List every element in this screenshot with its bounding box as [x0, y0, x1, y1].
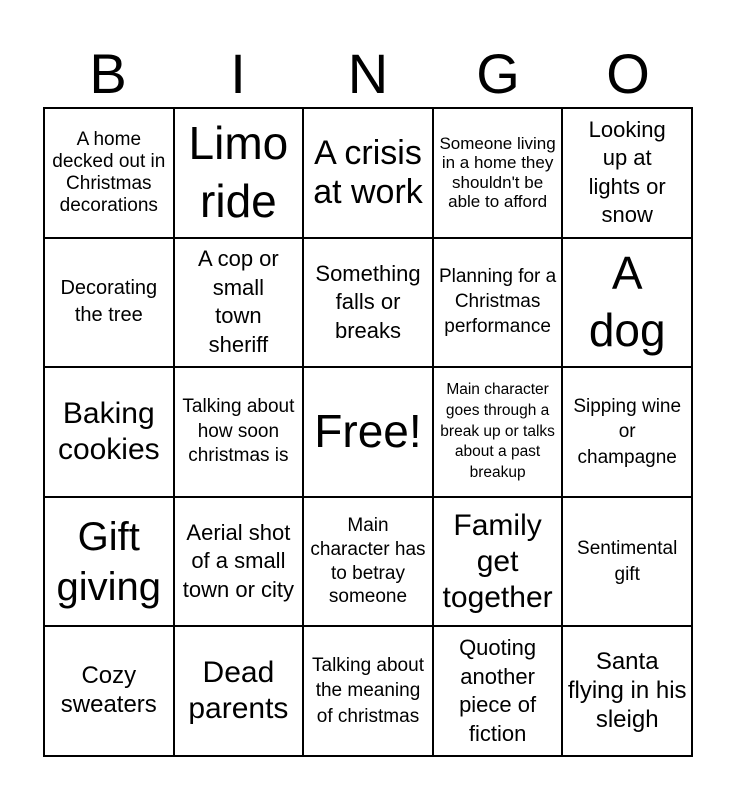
- cell-text: Dead parents: [188, 656, 289, 726]
- header-letter-i: I: [230, 42, 246, 105]
- header-letter-n: N: [347, 42, 389, 105]
- bingo-cell-12[interactable]: [174, 367, 304, 497]
- cell-text: A dog: [588, 246, 666, 357]
- cell-text: Gift giving: [56, 514, 162, 609]
- cell-text: Main character has to betray someone: [310, 515, 426, 608]
- bingo-cell-14[interactable]: [433, 367, 563, 497]
- bingo-cell-24[interactable]: [433, 626, 563, 756]
- cell-text: Sipping wine or champagne: [573, 395, 682, 468]
- bingo-cell-8[interactable]: [303, 238, 433, 368]
- bingo-cell-13[interactable]: [303, 367, 433, 497]
- cell-text: Limo ride: [188, 117, 289, 227]
- cell-text: Looking up at lights or snow: [588, 116, 666, 228]
- bingo-cell-22[interactable]: [174, 626, 304, 756]
- bingo-cell-2[interactable]: [174, 108, 304, 238]
- cell-text: Family get together: [442, 508, 553, 614]
- bingo-cell-11[interactable]: [44, 367, 174, 497]
- bingo-cell-10[interactable]: [562, 238, 692, 368]
- bingo-cell-1[interactable]: [44, 108, 174, 238]
- header-letter-b: B: [89, 42, 127, 105]
- bingo-grid: [43, 107, 693, 757]
- bingo-cell-9[interactable]: [433, 238, 563, 368]
- header-letter-g: G: [476, 42, 520, 105]
- cell-text: Santa flying in his sleigh: [567, 648, 687, 733]
- bingo-cell-16[interactable]: [44, 497, 174, 627]
- cell-text: A home decked out in Christmas decorations: [52, 129, 166, 216]
- cell-text: Aerial shot of a small town or city: [182, 519, 295, 602]
- cell-text: Planning for a Christmas performance: [438, 266, 557, 337]
- cell-text: Someone living in a home they shouldn't be able to afford: [439, 133, 556, 212]
- cell-text: Free!: [314, 405, 422, 458]
- cell-text: Baking cookies: [57, 396, 160, 466]
- bingo-header: [43, 40, 693, 108]
- cell-text: Talking about how soon christmas is: [182, 395, 295, 467]
- cell-text: Talking about the meaning of christmas: [312, 654, 424, 728]
- bingo-cell-23[interactable]: [303, 626, 433, 756]
- bingo-cell-20[interactable]: [562, 497, 692, 627]
- bingo-cell-3[interactable]: [303, 108, 433, 238]
- bingo-cell-15[interactable]: [562, 367, 692, 497]
- bingo-cell-17[interactable]: [174, 497, 304, 627]
- header-letter-o: O: [606, 42, 650, 105]
- cell-text: A crisis at work: [313, 133, 423, 211]
- cell-text: Cozy sweaters: [60, 662, 157, 719]
- cell-text: Main character goes through a break up or talks about a past breakup: [440, 380, 555, 482]
- cell-text: A cop or small town sheriff: [198, 246, 279, 357]
- cell-text: Something falls or breaks: [315, 260, 421, 343]
- bingo-cell-5[interactable]: [562, 108, 692, 238]
- bingo-cell-4[interactable]: [433, 108, 563, 238]
- cell-text: Sentimental gift: [577, 537, 678, 585]
- bingo-cell-21[interactable]: [44, 626, 174, 756]
- bingo-cell-25[interactable]: [562, 626, 692, 756]
- cell-text: Quoting another piece of fiction: [459, 635, 537, 746]
- cell-text: Decorating the tree: [60, 277, 158, 327]
- bingo-cell-7[interactable]: [174, 238, 304, 368]
- bingo-cell-6[interactable]: [44, 238, 174, 368]
- bingo-cell-19[interactable]: [433, 497, 563, 627]
- bingo-cell-18[interactable]: [303, 497, 433, 627]
